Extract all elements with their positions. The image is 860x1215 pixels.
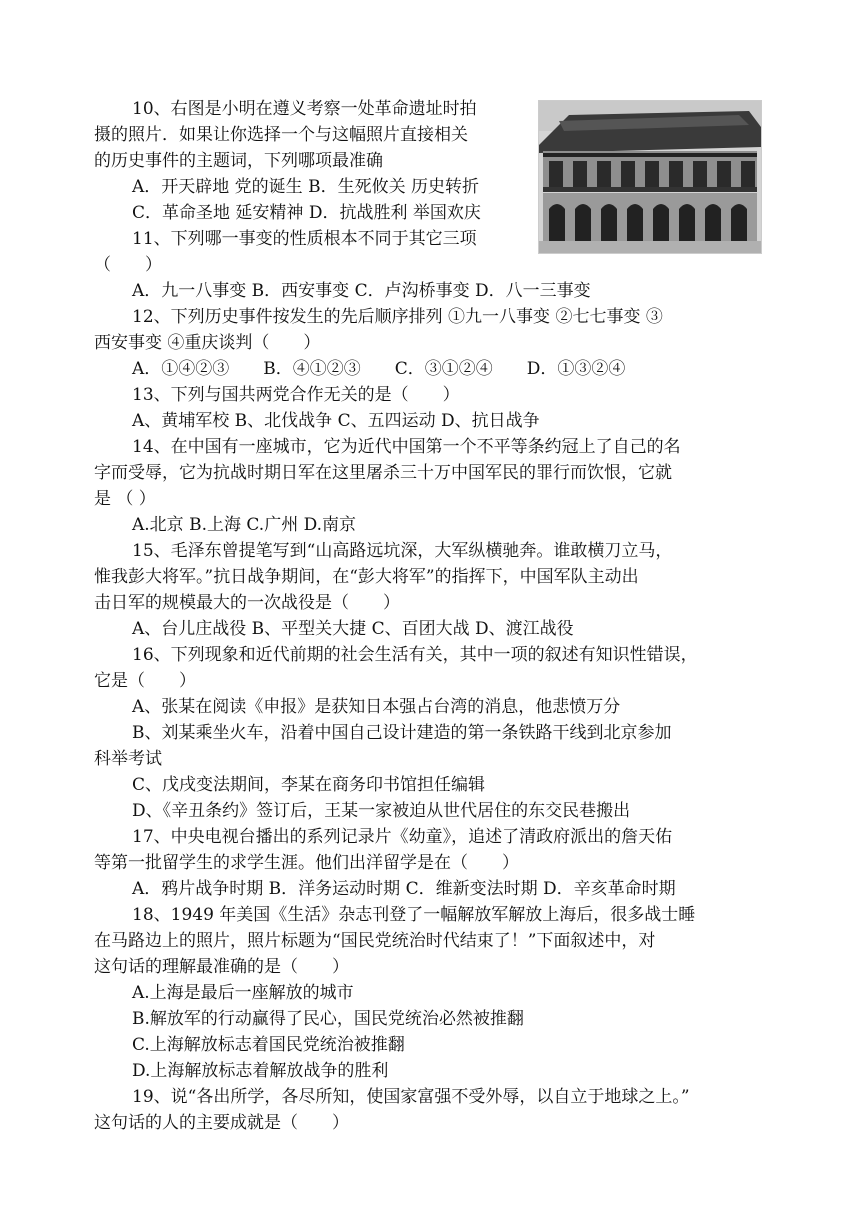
q18-line-2: 在马路边上的照片，照片标题为“国民党统治时代结束了！”下面叙述中，对 xyxy=(94,931,656,951)
q16-option-d: D、《辛丑条约》签订后，王某一家被迫从世代居住的东交民巷搬出 xyxy=(132,801,631,821)
q13-options: A、黄埔军校 B、北伐战争 C、五四运动 D、抗日战争 xyxy=(132,411,540,431)
q15-line-2: 惟我彭大将军。”抗日战争期间，在“彭大将军”的指挥下，中国军队主动出 xyxy=(94,567,639,587)
q16-option-c: C、戊戌变法期间，李某在商务印书馆担任编辑 xyxy=(132,775,486,795)
q10-option-cd: C．革命圣地 延安精神 D．抗战胜利 举国欢庆 xyxy=(132,203,481,223)
q10-line-1: 10、右图是小明在遵义考察一处革命遗址时拍 xyxy=(132,99,477,119)
q12-options: A．①④②③ B．④①②③ C．③①②④ D．①③②④ xyxy=(132,359,626,379)
q14-options: A.北京 B.上海 C.广州 D.南京 xyxy=(132,515,357,535)
q11-line-1: 11、下列哪一事变的性质根本不同于其它三项 xyxy=(132,229,477,249)
q18-line-1: 18、1949 年美国《生活》杂志刊登了一幅解放军解放上海后，很多战士睡 xyxy=(132,905,696,925)
q14-line-3: 是 （ ） xyxy=(94,489,156,509)
q12-line-1: 12、下列历史事件按发生的先后顺序排列 ①九一八事变 ②七七事变 ③ xyxy=(132,307,663,327)
q13-line-1: 13、下列与国共两党合作无关的是（ ） xyxy=(132,385,460,405)
q11-answer-blank: （ ） xyxy=(94,255,162,275)
q17-line-2: 等第一批留学生的求学生涯。他们出洋留学是在（ ） xyxy=(94,853,519,873)
q10-line-2: 摄的照片．如果让你选择一个与这幅照片直接相关 xyxy=(94,125,468,145)
q16-line-1: 16、下列现象和近代前期的社会生活有关，其中一项的叙述有知识性错误， xyxy=(132,645,698,665)
q16-option-b-1: B、刘某乘坐火车，沿着中国自己设计建造的第一条铁路干线到北京参加 xyxy=(132,723,672,743)
q16-option-b-2: 科举考试 xyxy=(94,749,162,769)
q19-line-2: 这句话的人的主要成就是（ ） xyxy=(94,1113,349,1133)
zunyi-building-photo xyxy=(538,100,762,254)
q18-option-d: D.上海解放标志着解放战争的胜利 xyxy=(132,1061,389,1081)
q15-options: A、台儿庄战役 B、平型关大捷 C、百团大战 D、渡江战役 xyxy=(132,619,574,639)
q16-option-a: A、张某在阅读《申报》是获知日本强占台湾的消息，他悲愤万分 xyxy=(132,697,621,717)
q11-options: A．九一八事变 B．西安事变 C．卢沟桥事变 D．八一三事变 xyxy=(132,281,591,301)
q17-options: A．鸦片战争时期 B．洋务运动时期 C．维新变法时期 D．辛亥革命时期 xyxy=(132,879,676,899)
q18-option-a: A.上海是最后一座解放的城市 xyxy=(132,983,354,1003)
q16-line-2: 它是（ ） xyxy=(94,671,196,691)
q12-line-2: 西安事变 ④重庆谈判（ ） xyxy=(94,333,321,353)
q18-line-3: 这句话的理解最准确的是（ ） xyxy=(94,957,349,977)
q17-line-1: 17、中央电视台播出的系列记录片《幼童》，追述了清政府派出的詹天佑 xyxy=(132,827,673,847)
q14-line-1: 14、在中国有一座城市，它为近代中国第一个不平等条约冠上了自己的名 xyxy=(132,437,681,457)
q10-option-ab: A．开天辟地 党的诞生 B．生死攸关 历史转折 xyxy=(132,177,479,197)
q15-line-1: 15、毛泽东曾提笔写到“山高路远坑深，大军纵横驰奔。谁敢横刀立马， xyxy=(132,541,673,561)
q14-line-2: 字而受辱，它为抗战时期日军在这里屠杀三十万中国军民的罪行而饮恨，它就 xyxy=(94,463,672,483)
q19-line-1: 19、说“各出所学，各尽所知，使国家富强不受外辱，以自立于地球之上。” xyxy=(132,1087,690,1107)
q10-line-3: 的历史事件的主题词，下列哪项最准确 xyxy=(94,151,383,171)
q15-line-3: 击日军的规模最大的一次战役是（ ） xyxy=(94,593,400,613)
q18-option-b: B.解放军的行动赢得了民心，国民党统治必然被推翻 xyxy=(132,1009,524,1029)
q18-option-c: C.上海解放标志着国民党统治被推翻 xyxy=(132,1035,405,1055)
